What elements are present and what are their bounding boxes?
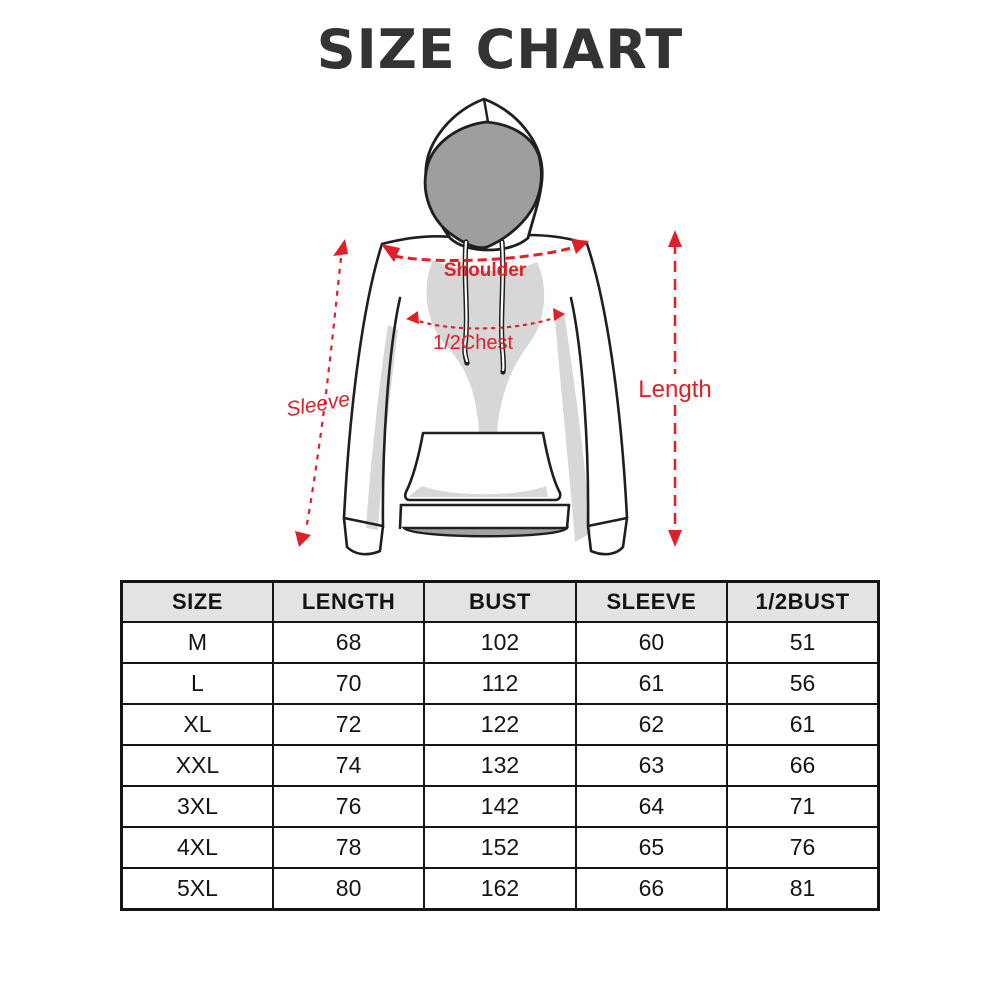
header-halfbust: 1/2BUST — [727, 582, 878, 623]
table-row-l — [122, 663, 879, 704]
value-cell: 74 — [273, 745, 424, 786]
value-cell: 81 — [727, 868, 878, 910]
hem-underside — [404, 528, 567, 536]
size-cell: 3XL — [122, 786, 273, 827]
value-cell: 60 — [576, 622, 727, 663]
table-row-m — [122, 622, 879, 663]
value-cell: 64 — [576, 786, 727, 827]
value-cell: 72 — [273, 704, 424, 745]
size-cell: XL — [122, 704, 273, 745]
value-cell: 51 — [727, 622, 878, 663]
header-row — [122, 582, 879, 623]
size-cell: XXL — [122, 745, 273, 786]
table-row-xl — [122, 704, 879, 745]
table-row-xxl — [122, 745, 879, 786]
value-cell: 76 — [727, 827, 878, 868]
value-cell: 122 — [424, 704, 575, 745]
value-cell: 162 — [424, 868, 575, 910]
length-arrowhead-bottom — [668, 530, 682, 547]
value-cell: 152 — [424, 827, 575, 868]
page-title: SIZE CHART — [316, 18, 684, 81]
size-cell: M — [122, 622, 273, 663]
shoulder-label: Shoulder — [443, 260, 527, 281]
header-sleeve: SLEEVE — [576, 582, 727, 623]
value-cell: 70 — [273, 663, 424, 704]
size-cell: 5XL — [122, 868, 273, 910]
value-cell: 142 — [424, 786, 575, 827]
value-cell: 61 — [727, 704, 878, 745]
header-length: LENGTH — [273, 582, 424, 623]
size-cell: L — [122, 663, 273, 704]
value-cell: 68 — [273, 622, 424, 663]
sleeve-label: Sleeve — [284, 387, 352, 422]
value-cell: 71 — [727, 786, 878, 827]
size-cell: 4XL — [122, 827, 273, 868]
value-cell: 56 — [727, 663, 878, 704]
table-row-3xl — [122, 786, 879, 827]
value-cell: 61 — [576, 663, 727, 704]
value-cell: 102 — [424, 622, 575, 663]
header-size: SIZE — [122, 582, 273, 623]
header-bust: BUST — [424, 582, 575, 623]
size-table-header — [122, 582, 879, 623]
value-cell: 66 — [576, 868, 727, 910]
sleeve-arrowhead-bottom — [295, 531, 311, 547]
value-cell: 62 — [576, 704, 727, 745]
value-cell: 65 — [576, 827, 727, 868]
value-cell: 66 — [727, 745, 878, 786]
size-table-body — [122, 622, 879, 910]
value-cell: 132 — [424, 745, 575, 786]
size-table — [120, 580, 880, 911]
hoodie-measurement-diagram — [270, 90, 730, 570]
length-label: Length — [638, 376, 712, 403]
length-arrowhead-top — [668, 230, 682, 247]
value-cell: 112 — [424, 663, 575, 704]
sleeve-arrowhead-top — [333, 239, 348, 256]
hoodie-diagram-svg — [270, 90, 730, 570]
value-cell: 80 — [273, 868, 424, 910]
value-cell: 78 — [273, 827, 424, 868]
value-cell: 76 — [273, 786, 424, 827]
half-chest-label: 1/2Chest — [432, 332, 514, 354]
table-row-5xl — [122, 868, 879, 910]
value-cell: 63 — [576, 745, 727, 786]
table-row-4xl — [122, 827, 879, 868]
